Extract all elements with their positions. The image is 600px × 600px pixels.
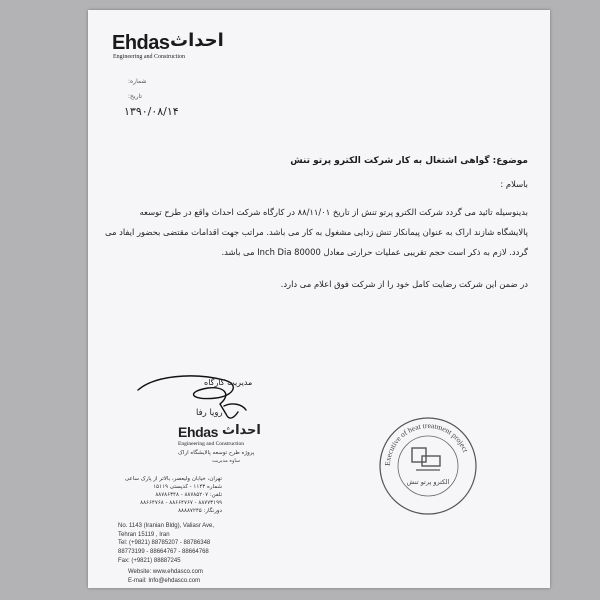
company-stamp (178, 420, 318, 470)
footer-english-address (118, 522, 214, 565)
footer-en-line-1: No. 1143 (Iranian Bldg), Valiasr Ave, (118, 523, 215, 529)
signature-title: مدیریت کارگاه (204, 378, 253, 387)
seal-emblem-icon (412, 448, 440, 470)
letter-greeting: باسلام : (500, 179, 528, 189)
footer-en-line-4: 88773199 - 88664767 - 88664768 (118, 549, 209, 556)
stamp-logo-english: Ehdas (178, 424, 219, 440)
footer-fa-line-4: ۸۸۷۷۳۱۹۹ - ۸۸۶۶۴۷۶۷ - ۸۸۶۶۴۷۶۸ (140, 499, 222, 506)
footer-en-line-3: Tel: (+9821) 88785207 - 88786348 (118, 540, 211, 547)
letter-line-3: گردد. لازم به ذکر است حجم تقریبی عملیات حرارتی معادل 80000 Inch Dia می باشد. (221, 247, 528, 257)
logo-subtitle: Engineering and Construction (113, 54, 185, 60)
stamp-subtitle: Engineering and Construction (178, 441, 244, 447)
stamp-site: ساوه مدیریت (212, 458, 241, 464)
letter-sheet (88, 10, 550, 588)
footer-fa-line-2: شماره ۱۱۴۳ - کدپستی ۱۵۱۱۹ (153, 483, 222, 490)
letter-line-2: پالایشگاه شازند اراک به عنوان پیمانکار تنش زدایی مشغول به کار می باشد. مراتب جهت اقدامات مقتضی بحضور ایفاد می (104, 227, 528, 237)
number-label: شماره: (128, 78, 147, 85)
footer-en-line-2: Tehran 15119 , Iran (118, 531, 170, 538)
footer-fa-line-1: تهران، خیابان ولیعصر، بالاتر از پارک ساعی (124, 476, 222, 482)
footer-website: Website: www.ehdasco.com (128, 569, 203, 575)
letter-subject: موضوع: گواهی اشتغال به کار شرکت الکترو پرتو تنش (290, 156, 528, 166)
logo-english: Ehdas (112, 32, 170, 54)
footer-email: E-mail: Info@ehdasco.com (128, 578, 201, 584)
date-label: تاریخ: (128, 93, 142, 100)
footer-en-line-5: Fax: (+9821) 88887245 (118, 557, 181, 564)
letter-line-1: بدینوسیله تائید می گردد شرکت الکترو پرتو تنش از تاریخ ۸۸/۱۱/۰۱ در کارگاه شرکت احداث واقع در طرح توسعه (139, 207, 528, 217)
logo-persian: احداث (170, 30, 224, 51)
footer-fa-line-3: تلفن: ۸۸۷۸۵۲۰۷ - ۸۸۷۸۶۳۴۸ (155, 491, 222, 498)
letter-date: ۱۳۹۰/۰۸/۱۴ (124, 105, 179, 118)
contractor-seal (376, 414, 480, 518)
signature-name: رویا رفا (196, 408, 223, 418)
letter-line-4: در ضمن این شرکت رضایت کامل خود را از شرکت فوق اعلام می دارد. (280, 279, 528, 289)
seal-text-english: Executive of heat treatment project (382, 420, 471, 467)
footer-fa-line-5: دورنگار: ۸۸۸۸۷۲۴۵ (178, 507, 222, 514)
footer-persian-address (112, 476, 222, 516)
seal-text-persian: الکترو پرتو تنش (406, 478, 450, 486)
stamp-project: پروژه طرح توسعه پالایشگاه اراک (178, 450, 255, 456)
stamp-logo-persian: احداث (222, 423, 261, 438)
